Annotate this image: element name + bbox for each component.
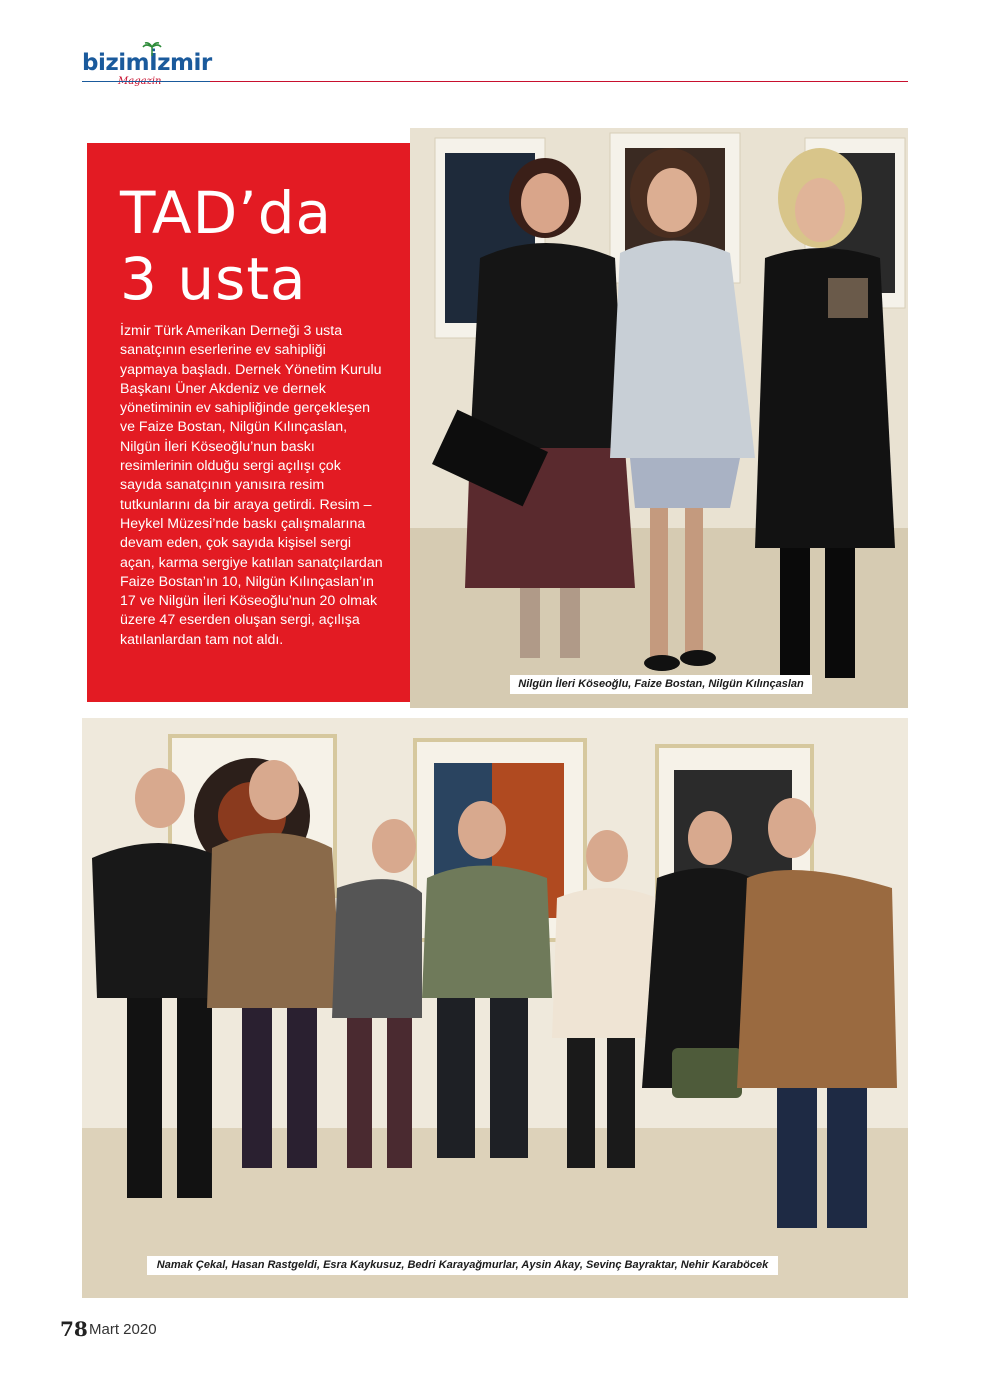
photo-three-artists [410,128,908,708]
issue-date: Mart 2020 [89,1321,157,1338]
photo-three-artists-image [410,128,908,708]
logo-text: bizimİzmir [82,50,212,76]
logo-underline [82,81,210,82]
photo-group [82,718,908,1298]
article-body: İzmir Türk Amerikan Derneği 3 usta sanatçının eserlerine ev sahipliği yapmaya başladı. Dernek Yönetim Kurulu Başkanı Üner Akdeniz ve dernek yönetiminin ev sahipliğinde gerçekleşen ve Faize Bostan, Nilgün Kılınçaslan, Nilgün İleri Köseoğlu’nun baskı resimlerinin olduğu sergi açılışı çok sayıda sanatçının yanısıra resim tutkunlarını da bir araya getirdi. Resim – Heykel Müzesi’nde baskı çalışmalarına devam eden, çok sayıda kişisel sergi açan, karma sergiye katılan sanatçılardan Faize Bostan’ın 10, Nilgün Kılınçaslan’ın 17 ve Nilgün İleri Köseoğlu’nun 20 olmak üzere 47 eserden oluşan sergi, açılışa katılanlardan tam not aldı. [120,323,383,648]
photo-group-image [82,718,908,1298]
article-headline [120,180,400,312]
headline-line-2: 3 usta [120,245,307,313]
page-number: 78 [60,1317,88,1341]
photo-caption: Nilgün İleri Köseoğlu, Faize Bostan, Nilgün Kılınçaslan [510,675,812,694]
magazine-logo [82,50,222,90]
header-rule [210,81,908,82]
photo-caption: Namak Çekal, Hasan Rastgeldi, Esra Kaykusuz, Bedri Karayağmurlar, Aysin Akay, Sevinç Bayraktar, Nehir Karaböcek [147,1256,778,1275]
headline-line-1: TAD’da [120,179,333,247]
palm-tree-icon [142,42,162,56]
